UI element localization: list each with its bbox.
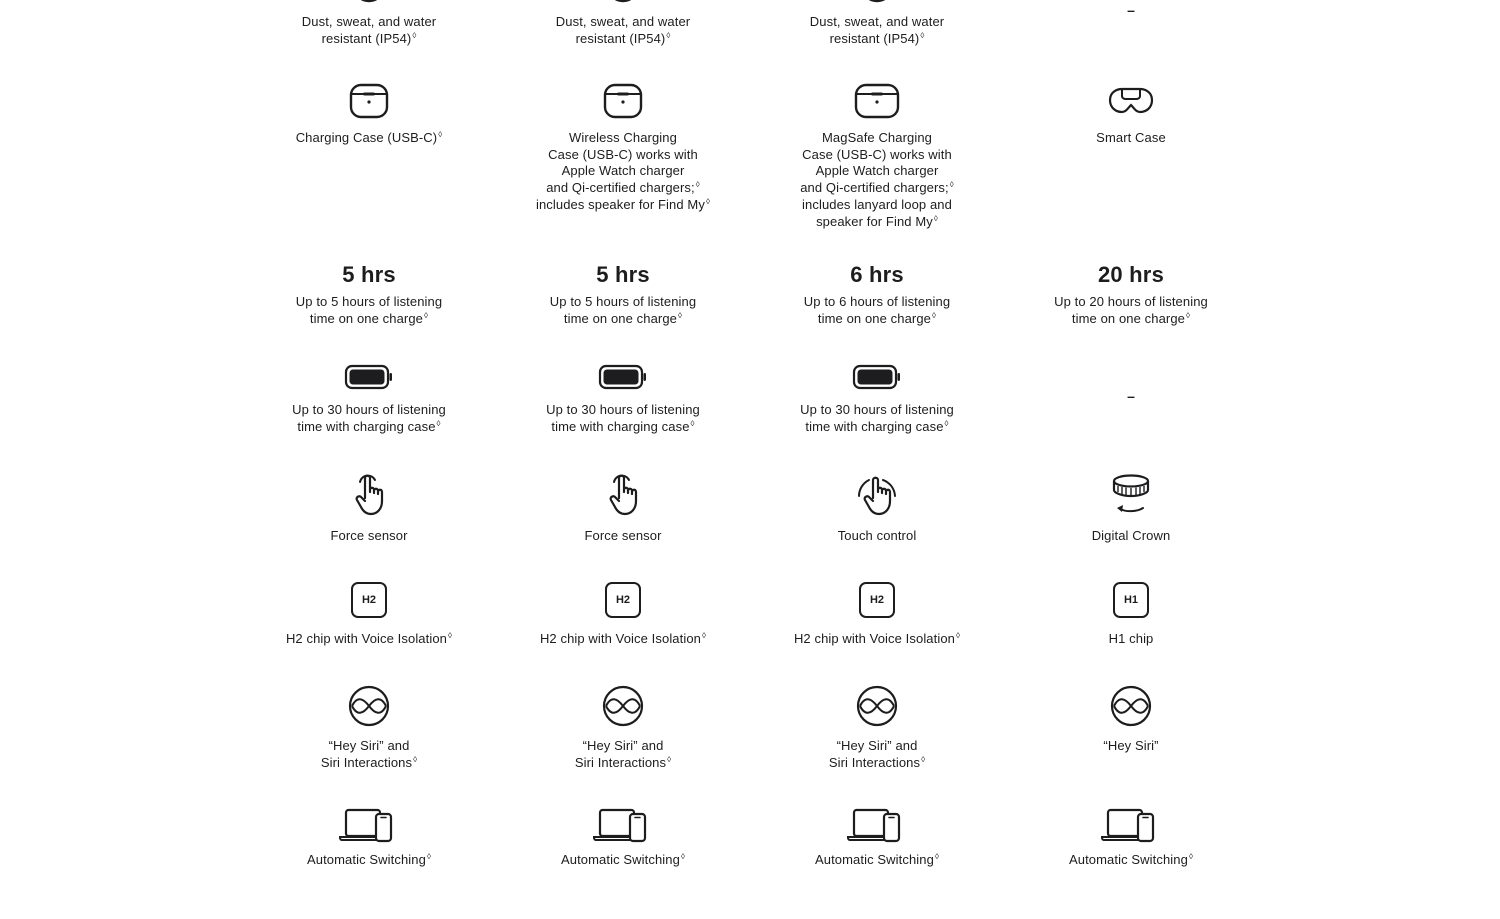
listening-hours-text: Up to 5 hours of listening time on one charge◊ bbox=[295, 294, 443, 326]
siri-icon bbox=[853, 684, 901, 728]
battery-full-icon bbox=[345, 356, 393, 400]
smart-case-icon bbox=[1107, 80, 1155, 124]
automatic-switching-label: Automatic Switching◊ bbox=[306, 852, 431, 867]
listening-hours-text: Up to 20 hours of listening time on one charge◊ bbox=[1054, 294, 1208, 326]
control-label: Force sensor bbox=[584, 528, 662, 543]
automatic-switching-label: Automatic Switching◊ bbox=[1068, 852, 1193, 867]
water-resistance-text: Dust, sweat, and water resistant (IP54)◊ bbox=[301, 14, 437, 46]
listening-hours-headline: 20 hrs bbox=[1097, 262, 1165, 287]
charging-case-icon bbox=[345, 80, 393, 124]
chip-icon: H1 bbox=[1113, 582, 1149, 618]
control-label: Touch control bbox=[837, 528, 917, 543]
case-description: MagSafe Charging Case (USB-C) works with Apple Watch charger and Qi-certified chargers;◊ includes lanyard loop and speaker for Find My◊ bbox=[800, 130, 954, 229]
laptop-phone-icon bbox=[591, 804, 655, 848]
siri-icon bbox=[1107, 684, 1155, 728]
listening-hours-text: Up to 5 hours of listening time on one charge◊ bbox=[549, 294, 697, 326]
force-sensor-icon bbox=[345, 472, 393, 516]
force-sensor-icon bbox=[599, 472, 647, 516]
siri-icon bbox=[345, 684, 393, 728]
siri-description: “Hey Siri” and Siri Interactions◊ bbox=[574, 738, 672, 770]
battery-full-icon bbox=[853, 356, 901, 400]
case-description: Smart Case bbox=[1096, 130, 1166, 145]
touch-control-icon bbox=[853, 472, 901, 516]
water-resistance-icon bbox=[853, 0, 901, 14]
case-description: Charging Case (USB-C)◊ bbox=[295, 130, 443, 145]
chip-description: H2 chip with Voice Isolation◊ bbox=[539, 631, 707, 646]
chip-description: H1 chip bbox=[1108, 631, 1154, 646]
control-label: Force sensor bbox=[330, 528, 408, 543]
siri-icon bbox=[599, 684, 647, 728]
water-resistance-text: Dust, sweat, and water resistant (IP54)◊ bbox=[555, 14, 691, 46]
not-available-dash: – bbox=[1127, 2, 1135, 18]
listening-hours-headline: 5 hrs bbox=[596, 262, 650, 287]
siri-description: “Hey Siri” and Siri Interactions◊ bbox=[828, 738, 926, 770]
laptop-phone-icon bbox=[1099, 804, 1163, 848]
chip-icon: H2 bbox=[859, 582, 895, 618]
listening-hours-text: Up to 6 hours of listening time on one charge◊ bbox=[803, 294, 951, 326]
battery-full-icon bbox=[599, 356, 647, 400]
siri-description: “Hey Siri” and Siri Interactions◊ bbox=[320, 738, 418, 770]
laptop-phone-icon bbox=[337, 804, 401, 848]
case-battery-text: Up to 30 hours of listening time with charging case◊ bbox=[292, 402, 446, 434]
charging-case-icon bbox=[853, 80, 901, 124]
chip-description: H2 chip with Voice Isolation◊ bbox=[285, 631, 453, 646]
siri-description: “Hey Siri” bbox=[1103, 738, 1159, 753]
listening-hours-headline: 5 hrs bbox=[342, 262, 396, 287]
water-resistance-text: Dust, sweat, and water resistant (IP54)◊ bbox=[809, 14, 945, 46]
automatic-switching-label: Automatic Switching◊ bbox=[814, 852, 939, 867]
case-battery-text: Up to 30 hours of listening time with charging case◊ bbox=[546, 402, 700, 434]
case-battery-text: Up to 30 hours of listening time with charging case◊ bbox=[800, 402, 954, 434]
digital-crown-icon bbox=[1107, 472, 1155, 516]
water-resistance-icon bbox=[345, 0, 393, 14]
automatic-switching-label: Automatic Switching◊ bbox=[560, 852, 685, 867]
chip-description: H2 chip with Voice Isolation◊ bbox=[793, 631, 961, 646]
laptop-phone-icon bbox=[845, 804, 909, 848]
not-available-dash: – bbox=[1127, 388, 1135, 404]
charging-case-icon bbox=[599, 80, 647, 124]
chip-icon: H2 bbox=[351, 582, 387, 618]
water-resistance-icon bbox=[599, 0, 647, 14]
control-label: Digital Crown bbox=[1091, 528, 1171, 543]
listening-hours-headline: 6 hrs bbox=[850, 262, 904, 287]
case-description: Wireless Charging Case (USB-C) works with Apple Watch charger and Qi-certified chargers;◊ includes speaker for Find My◊ bbox=[535, 130, 711, 212]
chip-icon: H2 bbox=[605, 582, 641, 618]
